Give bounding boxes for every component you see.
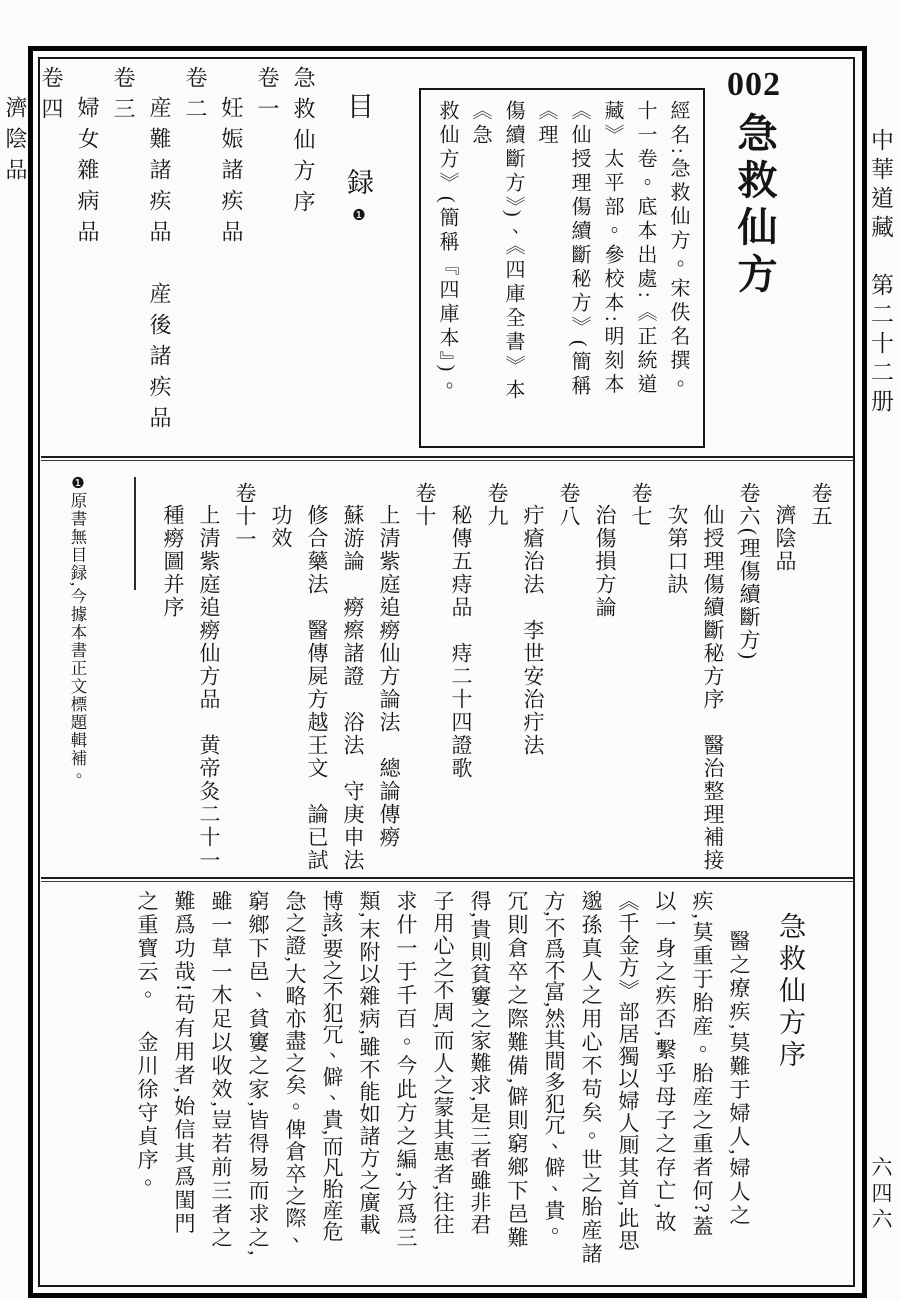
preface-line: 類,末附以雜病,雖不能如諸方之廣載 [357,890,381,1236]
masthead-title: 急救仙方 [732,112,777,300]
abstract-line: 《仙授理傷續斷秘方》(簡稱《理 [535,100,590,399]
abstract-line: 十一卷。底本出處:《正統道 [634,100,656,398]
preface-line: 急之證,大略亦盡之矣。俾倉卒之際、 [283,890,307,1252]
toc-entry: 修合藥法 醫傳屍方越王文 論已試 [305,504,329,872]
toc-heading [337,92,379,454]
toc-entry: 卷五 [809,482,833,528]
toc-entry: 疔瘡治法 李世安治疔法 [521,504,545,757]
toc-entry: 卷三 [111,66,136,128]
toc-entry: 卷二 [183,66,208,128]
toc-entry: 卷七 [629,482,653,528]
footnote-text: 原書無目録,今據本書正文標題輯補。 [68,492,87,786]
abstract-line: 救仙方》(簡稱『四庫本』)。 [436,100,458,400]
footnote-marker-badge: ❶ [350,206,366,224]
toc-entry: 急救仙方序 [291,66,316,221]
toc-entry: 上清紫庭追癆仙方論法 總論傳癆 [377,504,401,849]
toc-entry: 秘傳五痔品 痔二十四證歌 [449,504,473,780]
margin-folio-number: 六四六 [869,1156,893,1234]
toc-entry: 濟陰品 [773,504,797,573]
abstract-line: 傷續斷方》)、《四庫全書》本《急 [469,100,524,403]
toc-entry: 治傷損方論 [593,504,617,619]
section-divider-top [41,456,853,461]
toc-entry: 蘇游論 癆瘵諸證 浴法 守庚申法 [341,504,365,872]
toc-entry: 上清紫庭追癆仙方品 黄帝灸二十一 [197,504,221,872]
toc-entry: 卷十 [413,482,437,528]
toc-entry: 卷四 [39,66,64,128]
preface-line: 醫之療疾,莫難于婦人,婦人之 [727,930,751,1228]
preface-line: 子用心之不周,而人之蒙其惠者,往往 [431,890,455,1236]
preface-line: 《千金方》部居獨以婦人厠其首,此思 [616,890,640,1252]
toc-entry: 功效 [269,504,293,550]
preface-title: 急救仙方序 [775,912,805,1072]
toc-entry: 卷八 [557,482,581,528]
preface-line: 求什一于千百。今此方之編,分爲三 [394,890,418,1251]
margin-collection-title: 中華道藏 第二十二册 [868,128,893,418]
preface-line: 窮鄉下邑、貧窶之家,皆得易而求之, [246,890,270,1258]
toc-entry: 種癆圖并序 [161,504,185,619]
toc-entry: 卷六(理傷續斷方) [737,482,761,661]
preface-line: 得,貴則貧窶之家難求,是三者雖非君 [468,890,492,1236]
toc-entry: 産難諸疾品 産後諸疾品 [147,96,172,437]
toc-heading-text: 目 録 [343,92,373,206]
toc-entry: 妊娠諸疾品 [219,96,244,251]
abstract-box [419,88,705,448]
preface-line: 雖一草一木足以收效,豈若前三者之 [209,890,233,1251]
preface-line: 邈孫真人之用心不苟矣。世之胎産諸 [579,890,603,1266]
preface-line: 之重寶云。 金川徐守貞序。 [135,890,159,1196]
footnote-marker-badge: ❶ [69,474,85,492]
preface-line: 方,不爲不富,然其間多犯冗、僻、貴。 [542,890,566,1242]
section-divider-bottom [41,877,853,882]
preface-line: 以一身之疾否,繫乎母子之存亡,故 [653,890,677,1235]
preface-section [44,884,839,1282]
toc-entry: 次第口訣 [665,504,689,596]
toc-entry: 卷九 [485,482,509,528]
preface-line: 冗則倉卒之際難備,僻則窮鄉下邑難 [505,890,529,1251]
toc-entry: 濟陰品 [3,96,28,189]
abstract-line: 經名:急救仙方。宋佚名撰。 [667,100,689,398]
footnote-rule [134,477,136,590]
preface-line: 難爲功哉!苟有用者,始信其爲閨門 [172,890,196,1237]
preface-line: 博該,要之不犯冗、僻、貴,而凡胎産危 [320,890,344,1242]
toc-entry: 仙授理傷續斷秘方序 醫治整理補接 [701,504,725,872]
title-and-toc-section [3,62,839,454]
masthead [713,68,795,454]
toc-entry: 婦女雜病品 [75,96,100,251]
toc-continued-section [44,468,839,876]
toc-entry: 卷十一 [233,482,257,551]
toc-entry: 卷一 [255,66,280,128]
masthead-number: 002 [727,66,781,103]
preface-line: 疾,莫重于胎産。胎産之重者何?蓋 [690,890,714,1239]
footnote [60,474,94,866]
abstract-line: 藏》太平部。參校本:明刻本 [601,100,623,398]
